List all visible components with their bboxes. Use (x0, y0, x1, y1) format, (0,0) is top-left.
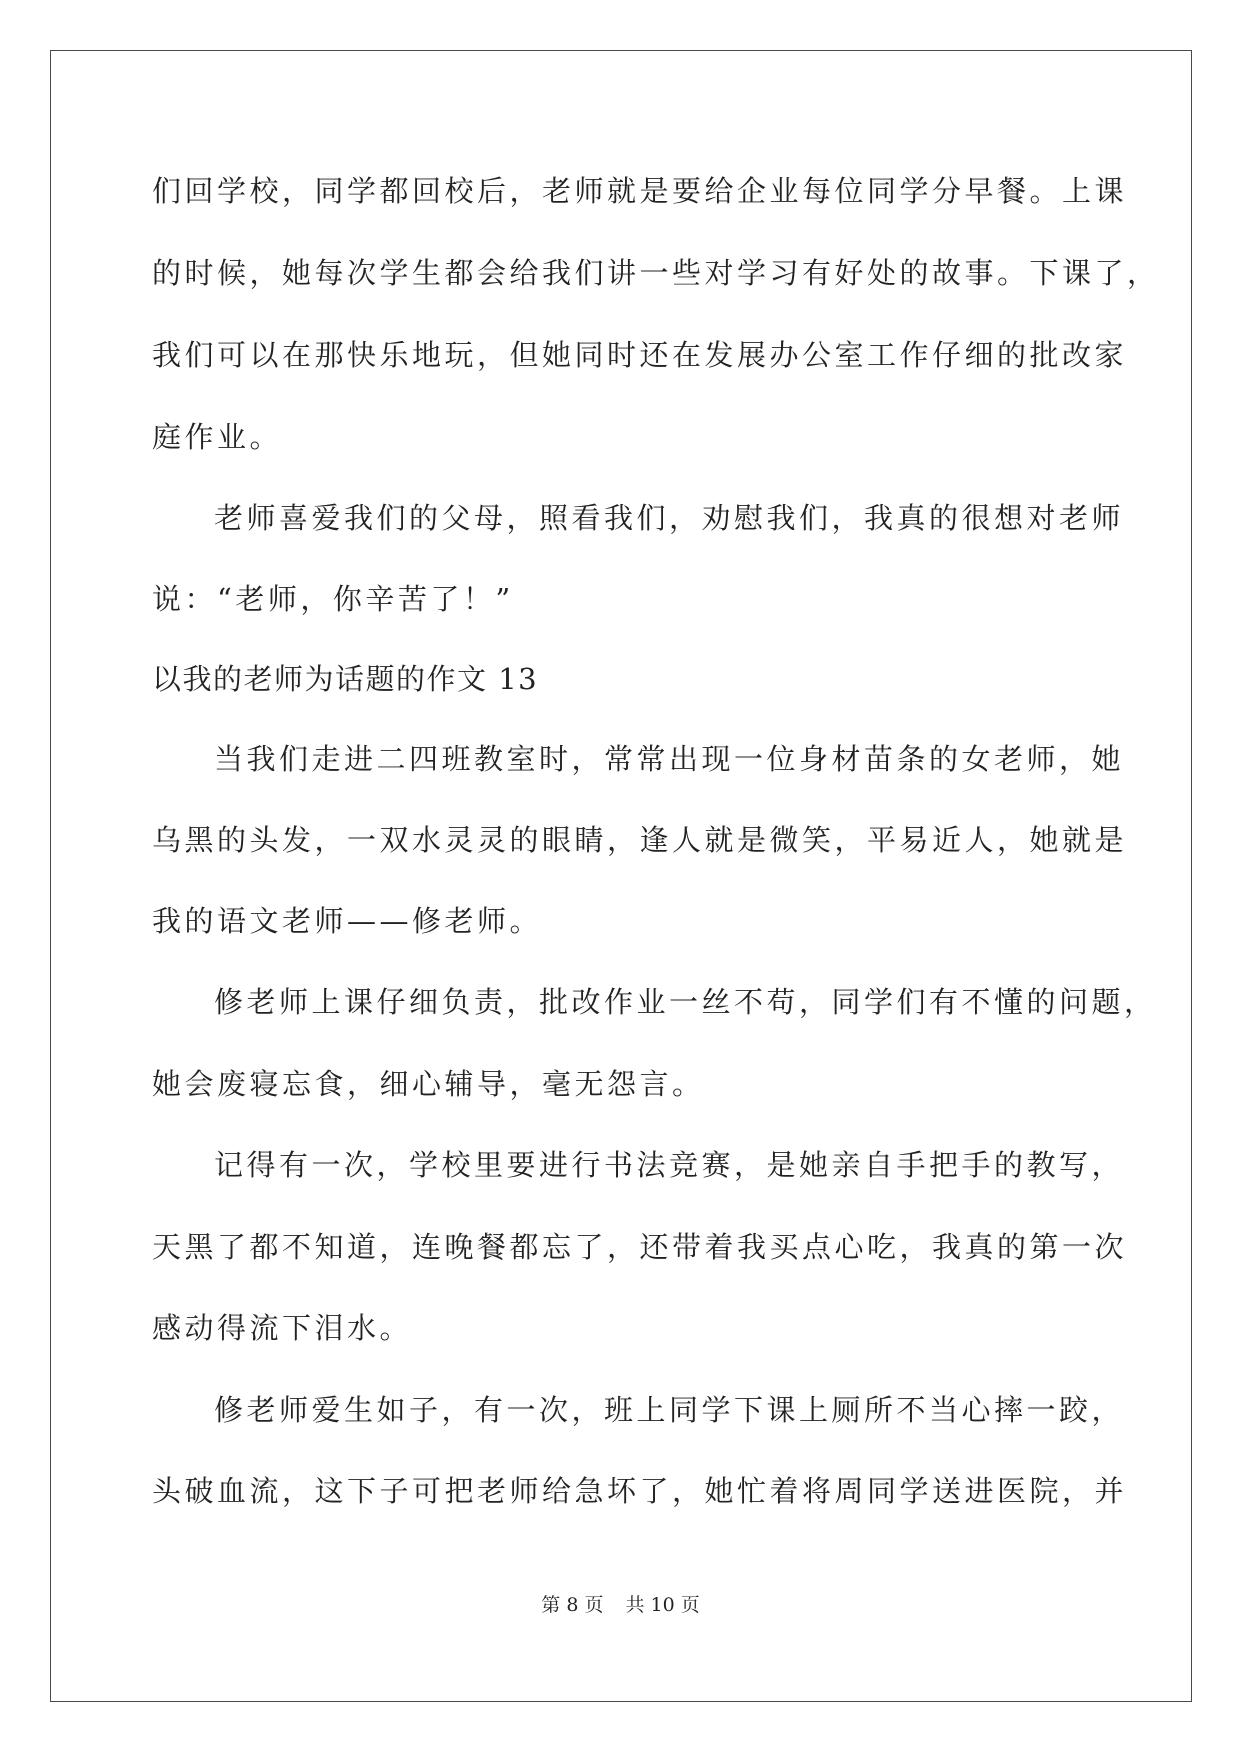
paragraph-line: 乌黑的头发，一双水灵灵的眼睛，逢人就是微笑，平易近人，她就是 (152, 823, 1128, 857)
paragraph-line: 老师喜爱我们的父母，照看我们，劝慰我们，我真的很想对老师 (214, 501, 1125, 535)
paragraph-line: 头破血流，这下子可把老师给急坏了，她忙着将周同学送进医院，并 (152, 1474, 1128, 1508)
page-total: 共 10 页 (625, 1594, 700, 1616)
section-heading: 以我的老师为话题的作文 13 (152, 662, 539, 696)
paragraph-line: 她会废寝忘食，细心辅导，毫无怨言。 (152, 1067, 705, 1101)
paragraph-line: 修老师爱生如子，有一次，班上同学下课上厕所不当心摔一跤， (214, 1393, 1125, 1427)
paragraph-line: 当我们走进二四班教室时，常常出现一位身材苗条的女老师，她 (214, 742, 1125, 776)
paragraph-line: 们回学校，同学都回校后，老师就是要给企业每位同学分早餐。上课 (152, 174, 1128, 208)
page-footer (0, 1590, 1241, 1617)
paragraph-line: 说：“老师，你辛苦了！” (152, 582, 514, 616)
page-border (50, 50, 1192, 1702)
paragraph-line: 我们可以在那快乐地玩，但她同时还在发展办公室工作仔细的批改家 (152, 338, 1128, 372)
paragraph-line: 的时候，她每次学生都会给我们讲一些对学习有好处的故事。下课了， (152, 256, 1160, 290)
paragraph-line: 记得有一次，学校里要进行书法竞赛，是她亲自手把手的教写， (214, 1148, 1125, 1182)
paragraph-line: 修老师上课仔细负责，批改作业一丝不苟，同学们有不懂的问题， (214, 985, 1157, 1019)
paragraph-line: 庭作业。 (152, 420, 283, 454)
paragraph-line: 感动得流下泪水。 (152, 1311, 413, 1345)
paragraph-line: 我的语文老师——修老师。 (152, 904, 543, 938)
page-number: 第 8 页 (541, 1594, 604, 1616)
paragraph-line: 天黑了都不知道，连晚餐都忘了，还带着我买点心吃，我真的第一次 (152, 1230, 1128, 1264)
